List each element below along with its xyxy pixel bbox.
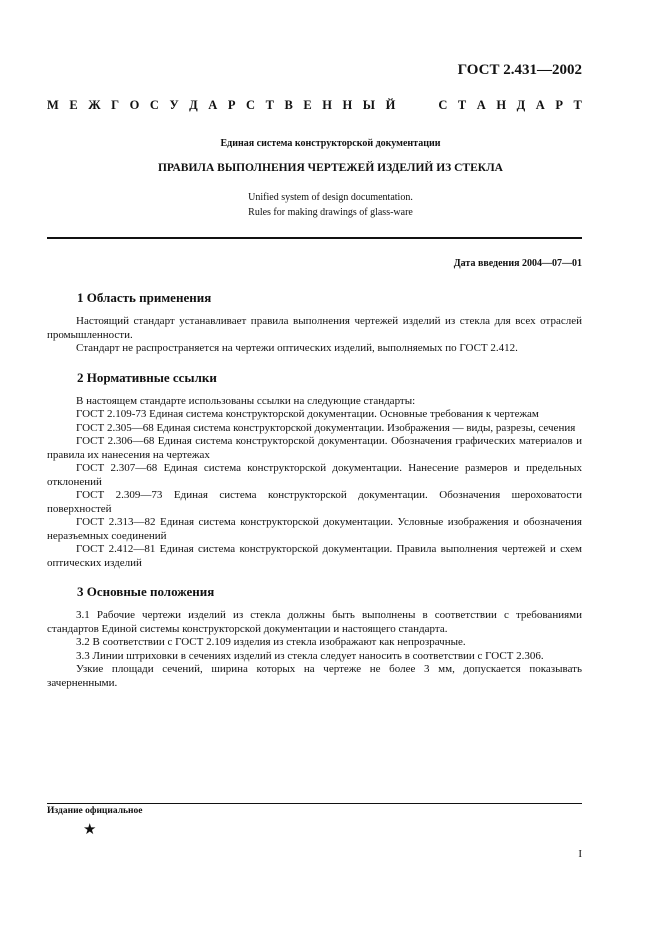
document-title: ПРАВИЛА ВЫПОЛНЕНИЯ ЧЕРТЕЖЕЙ ИЗДЕЛИЙ ИЗ СТЕКЛА	[157, 162, 503, 174]
reference-item: ГОСТ 2.412—81 Единая система конструкторской документации. Правила выполнения чертежей и схем оптических изделий	[47, 543, 582, 569]
letter: Н	[342, 98, 353, 112]
word-gap	[406, 98, 428, 113]
section-heading: 3 Основные положения	[77, 584, 215, 599]
letter: А	[476, 98, 486, 112]
reference-item: ГОСТ 2.307—68 Единая система конструкторской документации. Нанесение размеров и предельных отклонений	[47, 462, 582, 488]
english-title-line: Rules for making drawings of glass-ware	[248, 207, 413, 218]
letter: Ж	[88, 98, 101, 112]
official-edition-label: Издание официальное	[47, 806, 143, 816]
letter: Е	[69, 98, 78, 112]
page-number: I	[578, 848, 582, 860]
letter: Г	[111, 98, 120, 112]
letter: Т	[457, 98, 467, 112]
standard-code: ГОСТ 2.431—2002	[457, 62, 582, 78]
reference-item: ГОСТ 2.309—73 Единая система конструкторской документации. Обозначения шероховатости поверхностей	[47, 489, 582, 515]
title-divider	[47, 237, 582, 239]
english-title	[0, 190, 661, 220]
system-title: Единая система конструкторской документации	[220, 138, 441, 149]
letter: С	[438, 98, 448, 112]
letter: Й	[385, 98, 396, 112]
paragraph: Настоящий стандарт устанавливает правила выполнения чертежей изделий из стекла для всех отраслей промышленности.	[47, 315, 582, 341]
letter: О	[129, 98, 140, 112]
letter: Т	[265, 98, 274, 112]
paragraph: Узкие площади сечений, ширина которых на чертеже не более 3 мм, допускается показывать зачерненными.	[47, 663, 582, 689]
letter: Т	[573, 98, 582, 112]
document-body	[47, 290, 582, 690]
section-heading: 2 Нормативные ссылки	[77, 369, 217, 385]
paragraph: Стандарт не распространяется на чертежи оптических изделий, выполняемых по ГОСТ 2.412.	[76, 342, 518, 354]
paragraph: 3.3 Линии штриховки в сечениях изделий из стекла следует наносить в соответствии с ГОСТ 2.306.	[76, 649, 544, 662]
section-basic-provisions	[47, 584, 582, 690]
section-heading: 1 Область применения	[77, 290, 212, 305]
letter: Е	[303, 98, 312, 112]
letter: Н	[322, 98, 332, 112]
reference-item: ГОСТ 2.313—82 Единая система конструкторской документации. Условные изображения и обозначения неразъемных соединений	[47, 516, 582, 542]
letter: Д	[189, 98, 198, 112]
paragraph: 3.1 Рабочие чертежи изделий из стекла должны быть выполнены в соответствии с требованиями стандартов Единой системы конструкторской документации и настоящего стандарта.	[47, 609, 582, 635]
letter: В	[284, 98, 293, 112]
letter: Р	[227, 98, 236, 112]
letter: У	[169, 98, 179, 112]
section-scope	[47, 290, 582, 356]
letter: М	[47, 98, 59, 112]
letter: Н	[496, 98, 507, 112]
interstate-standard-heading	[47, 98, 582, 113]
english-title-line: Unified system of design documentation.	[248, 192, 413, 203]
letter: С	[149, 98, 159, 112]
footer-divider	[47, 803, 582, 804]
letter: Р	[555, 98, 563, 112]
paragraph: В настоящем стандарте использованы ссылки на следующие стандарты:	[76, 394, 416, 407]
letter: Ы	[362, 98, 376, 112]
letter: А	[535, 98, 545, 112]
effective-date: Дата введения 2004—07—01	[453, 258, 582, 269]
letter: Д	[516, 98, 526, 112]
letter: А	[208, 98, 218, 112]
star-icon: ★	[83, 820, 97, 838]
reference-item: ГОСТ 2.305—68 Единая система конструкторской документации. Изображения — виды, разрезы, сечения	[76, 421, 576, 434]
reference-item: ГОСТ 2.306—68 Единая система конструкторской документации. Обозначения графических материалов и правила их нанесения на чертежах	[47, 435, 582, 461]
letter: С	[246, 98, 256, 112]
paragraph: 3.2 В соответствии с ГОСТ 2.109 изделия из стекла изображают как непрозрачные.	[76, 636, 466, 648]
section-normative-references	[47, 370, 582, 571]
reference-item: ГОСТ 2.109-73 Единая система конструкторской документации. Основные требования к чертежам	[76, 408, 539, 420]
